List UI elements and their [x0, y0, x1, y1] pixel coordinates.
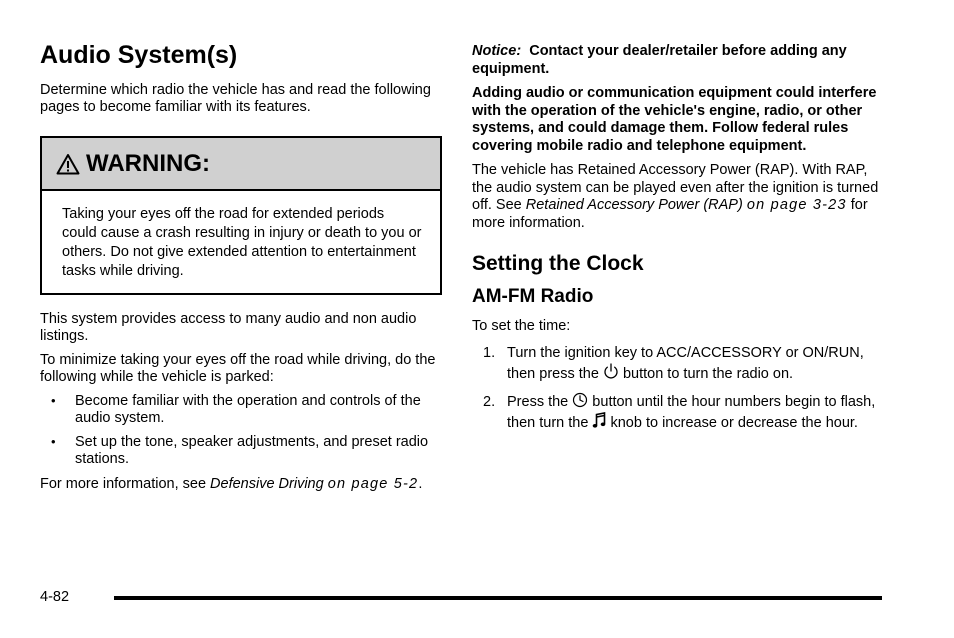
rap-link[interactable]: Retained Accessory Power (RAP): [525, 197, 743, 213]
step-number: 2.: [483, 393, 496, 410]
more-info-paragraph: [40, 476, 442, 493]
warning-text: Taking your eyes off the road for extended periods could cause a crash resulting in injury or death to you or others. Do not give extended attention to entertainment tasks while driving.: [62, 206, 422, 279]
steps-list: [472, 343, 882, 433]
music-note-icon: [592, 412, 606, 429]
power-icon: [603, 363, 619, 380]
warning-box: [40, 136, 442, 295]
bullet-text: Become familiar with the operation and controls of the audio system.: [75, 393, 421, 426]
step-text-part: knob to increase or decrease the hour.: [606, 414, 858, 431]
to-set-text: To set the time:: [472, 318, 571, 334]
notice-label: Notice:: [472, 43, 522, 59]
rap-paragraph: [472, 162, 882, 232]
subsection-title: AM-FM Radio: [472, 286, 594, 307]
more-info-prefix: For more information, see: [40, 476, 211, 492]
defensive-driving-page-ref[interactable]: on page 5-2: [327, 476, 419, 492]
step-text-part: button until the hour numbers begin to flash, then turn the: [507, 393, 876, 431]
right-column: [472, 43, 882, 441]
defensive-driving-link[interactable]: Defensive Driving: [210, 476, 324, 492]
page-number: 4-82: [40, 589, 70, 605]
step-text-part: Press the: [507, 393, 573, 410]
list-item: [40, 434, 442, 468]
page-title: Audio System(s): [40, 41, 238, 69]
intro-paragraph: Determine which radio the vehicle has and read the following pages to become familiar with its features.: [40, 82, 431, 115]
bullet-list: [40, 393, 442, 468]
left-column: [40, 40, 442, 500]
section-title: Setting the Clock: [472, 252, 644, 275]
bullet-dot: •: [51, 434, 56, 449]
equipment-warning-paragraph: Adding audio or communication equipment could interfere with the operation of the vehicle's engine, radio, or other systems, and could damage them. Follow federal rules covering mobile radio and telephone equipment.: [472, 85, 877, 154]
list-item: [472, 392, 882, 433]
system-paragraph: This system provides access to many audio and non audio listings.: [40, 311, 417, 344]
rap-text-start: The vehicle has Retained Accessory Power (RAP). With RAP, the audio system can be played even after the ignition is turned off. See: [472, 162, 879, 213]
warning-header: [42, 138, 440, 191]
warning-label: WARNING:: [86, 149, 210, 177]
more-info-suffix: .: [418, 476, 423, 492]
list-item: [472, 343, 882, 384]
minimize-paragraph: To minimize taking your eyes off the road while driving, do the following while the vehicle is parked:: [40, 352, 436, 385]
rap-text-end: for more information.: [472, 197, 868, 231]
notice-paragraph: [472, 43, 882, 78]
rap-page-ref[interactable]: on page 3-23: [746, 197, 847, 213]
footer-divider: [114, 596, 882, 600]
bullet-dot: •: [51, 393, 56, 408]
step-number: 1.: [483, 344, 496, 361]
list-item: [40, 393, 442, 427]
warning-triangle-icon: [56, 153, 80, 175]
step-text-part: Turn the ignition key to ACC/ACCESSORY or ON/RUN, then press the: [507, 344, 864, 382]
notice-text: Contact your dealer/retailer before adding any equipment.: [472, 43, 847, 77]
clock-icon: [572, 392, 588, 408]
step-text-part: button to turn the radio on.: [618, 365, 794, 382]
bullet-text: Set up the tone, speaker adjustments, and preset radio stations.: [75, 434, 429, 467]
